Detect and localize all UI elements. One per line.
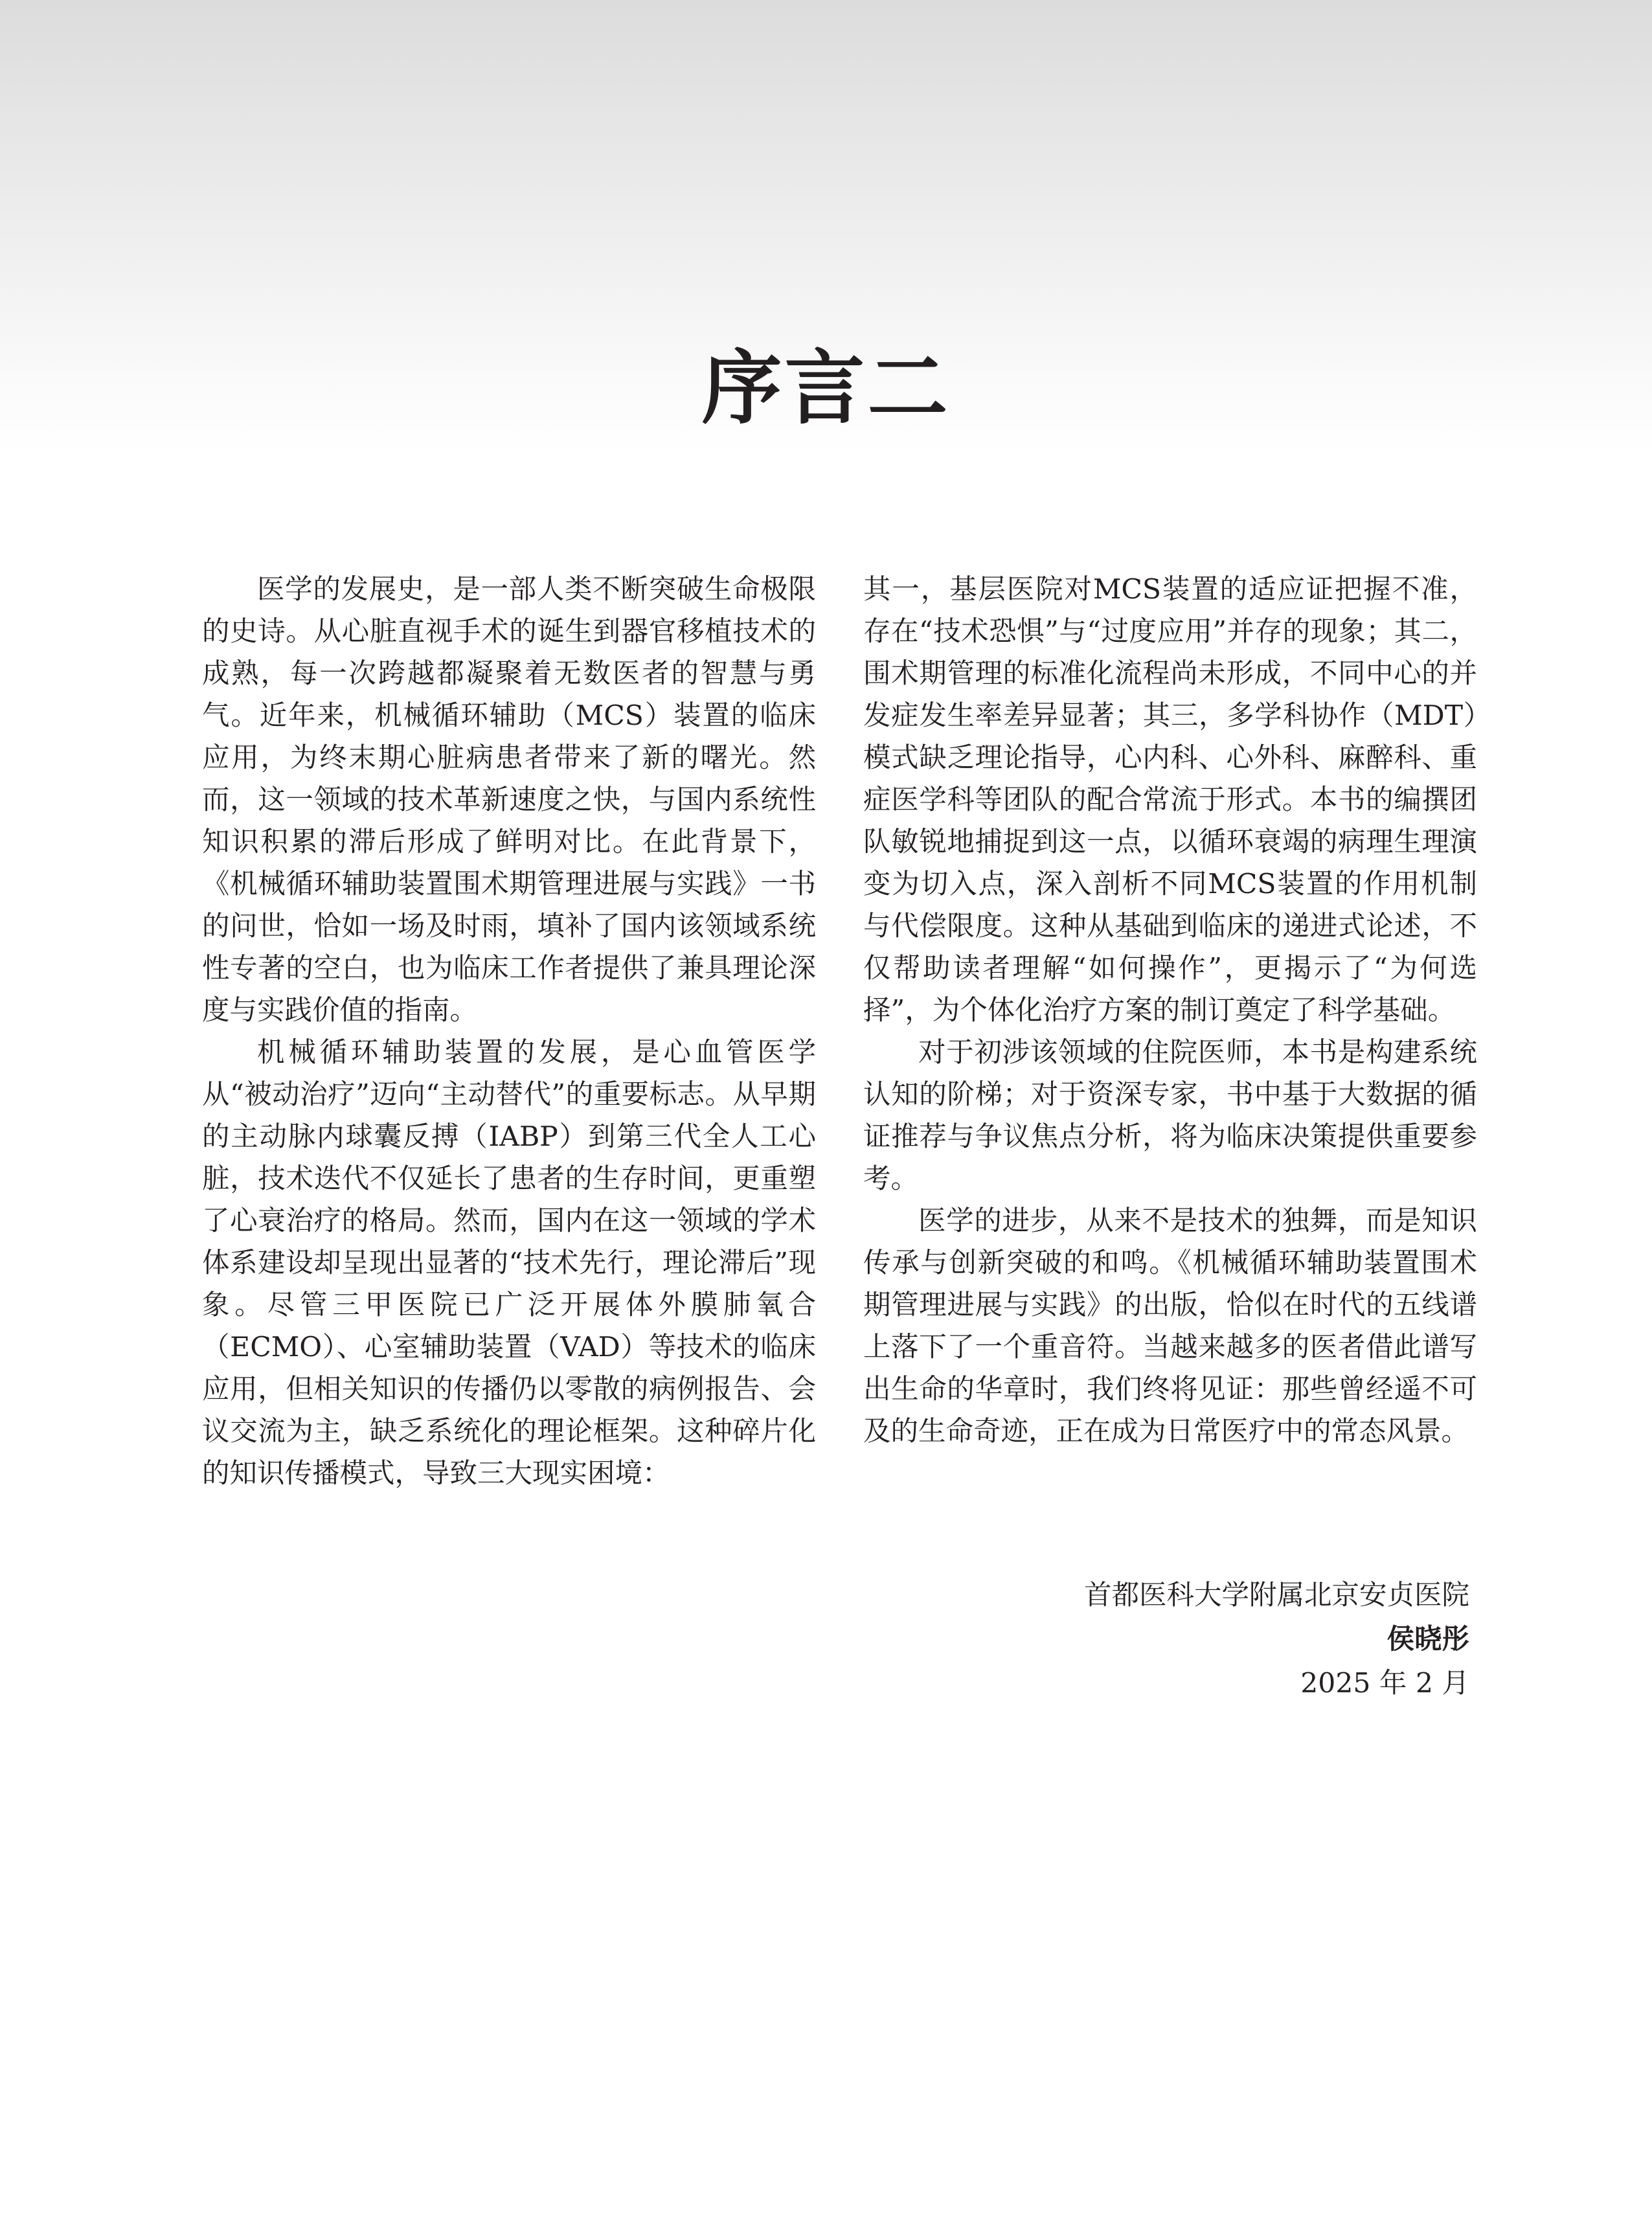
paragraph-3: 对于初涉该领域的住院医师，本书是构建系统认知的阶梯；对于资深专家，书中基于大数据的循证推荐与争议焦点分析，将为临床决策提供重要参考。 bbox=[863, 1037, 1477, 1195]
signature-institution: 首都医科大学附属北京安贞医院 bbox=[1083, 1580, 1469, 1611]
paragraph-2-continued: 其一，基层医院对MCS装置的适应证把握不准，存在“技术恐惧”与“过度应用”并存的现象；其二，围术期管理的标准化流程尚未形成，不同中心的并发症发生率差异显著；其三，多学科协作（MDT）模式缺乏理论指导，心内科、心外科、麻醉科、重症医学科等团队的配合常流于形式。本书的编撰团队敏锐地捕捉到这一点，以循环衰竭的病理生理演变为切入点，深入剖析不同MCS装置的作用机制与代偿限度。这种从基础到临床的递进式论述，不仅帮助读者理解“如何操作”，更揭示了“为何选择”，为个体化治疗方案的制订奠定了科学基础。 bbox=[863, 574, 1477, 1027]
right-column bbox=[863, 569, 1477, 1453]
page-title: 序言二 bbox=[701, 342, 951, 436]
signature-date: 2025 年 2 月 bbox=[1300, 1668, 1469, 1699]
signature-block bbox=[1084, 1574, 1469, 1706]
paragraph-2: 机械循环辅助装置的发展，是心血管医学从“被动治疗”迈向“主动替代”的重要标志。从早期的主动脉内球囊反搏（IABP）到第三代全人工心脏，技术迭代不仅延长了患者的生存时间，更重塑了心衰治疗的格局。然而，国内在这一领域的学术体系建设却呈现出显著的“技术先行，理论滞后”现象。尽管三甲医院已广泛开展体外膜肺氧合（ECMO）、心室辅助装置（VAD）等技术的临床应用，但相关知识的传播仍以零散的病例报告、会议交流为主，缺乏系统化的理论框架。这种碎片化的知识传播模式，导致三大现实困境： bbox=[202, 1037, 816, 1490]
paragraph-1: 医学的发展史，是一部人类不断突破生命极限的史诗。从心脏直视手术的诞生到器官移植技术的成熟，每一次跨越都凝聚着无数医者的智慧与勇气。近年来，机械循环辅助（MCS）装置的临床应用，为终末期心脏病患者带来了新的曙光。然而，这一领域的技术革新速度之快，与国内系统性知识积累的滞后形成了鲜明对比。在此背景下，《机械循环辅助装置围术期管理进展与实践》一书的问世，恰如一场及时雨，填补了国内该领域系统性专著的空白，也为临床工作者提供了兼具理论深度与实践价值的指南。 bbox=[202, 574, 816, 1027]
left-column bbox=[202, 569, 816, 1495]
signature-author: 侯晓彤 bbox=[1386, 1624, 1469, 1655]
paragraph-4: 医学的进步，从来不是技术的独舞，而是知识传承与创新突破的和鸣。《机械循环辅助装置围术期管理进展与实践》的出版，恰似在时代的五线谱上落下了一个重音符。当越来越多的医者借此谱写出生命的华章时，我们终将见证：那些曾经遥不可及的生命奇迹，正在成为日常医疗中的常态风景。 bbox=[863, 1205, 1477, 1448]
